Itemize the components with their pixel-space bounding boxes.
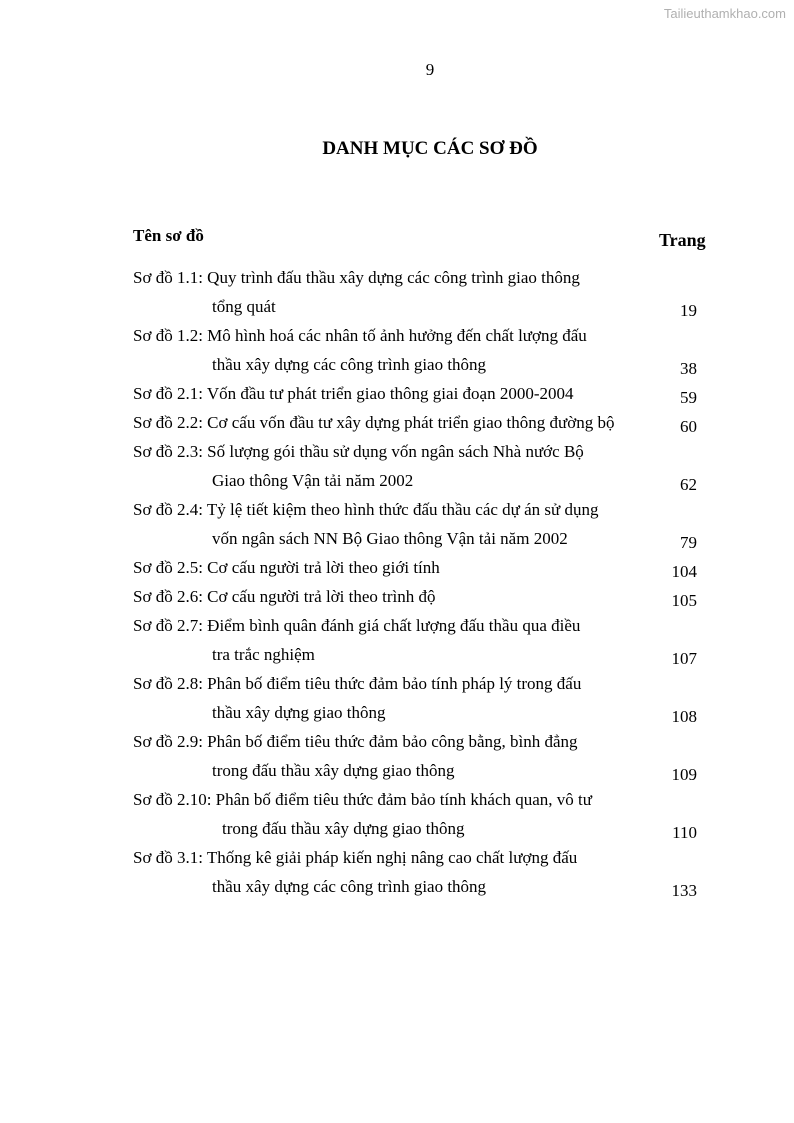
entry-title: Phân bố điểm tiêu thức đảm bảo tính pháp lý trong đấu xyxy=(207,674,582,693)
entry-line1 xyxy=(133,437,733,466)
entry-page: 105 xyxy=(671,591,697,610)
entry-label: Sơ đồ 2.9: xyxy=(133,732,203,751)
entry-title: Thống kê giải pháp kiến nghị nâng cao chất lượng đấu xyxy=(206,848,578,867)
entry-line1 xyxy=(133,263,733,292)
list-item xyxy=(133,321,733,379)
entry-label: Sơ đồ 2.5: xyxy=(133,558,203,577)
entry-label: Sơ đồ 2.7: xyxy=(133,616,203,635)
entry-label: Sơ đồ 2.3: xyxy=(133,442,203,461)
entry-label: Sơ đồ 1.1: xyxy=(133,268,203,287)
column-header-page: Trang xyxy=(659,230,706,250)
entry-page: 108 xyxy=(671,707,697,726)
entry-label: Sơ đồ 2.6: xyxy=(133,587,203,606)
list-item xyxy=(133,785,733,843)
entry-line1 xyxy=(133,582,733,611)
list-item xyxy=(133,727,733,785)
entry-line2: Giao thông Vận tải năm 2002 xyxy=(212,471,414,490)
list-item xyxy=(133,379,733,408)
entry-line1 xyxy=(133,785,733,814)
entry-title: Quy trình đấu thầu xây dựng các công trình giao thông xyxy=(207,268,580,287)
entry-page: 107 xyxy=(671,649,697,668)
entry-line2: thầu xây dựng các công trình giao thông xyxy=(212,355,487,374)
entry-page: 62 xyxy=(680,475,697,494)
entry-title: Tỷ lệ tiết kiệm theo hình thức đấu thầu các dự án sử dụng xyxy=(206,500,599,519)
entry-title: Số lượng gói thầu sử dụng vốn ngân sách Nhà nước Bộ xyxy=(207,442,584,461)
entry-title: Cơ cấu vốn đầu tư xây dựng phát triển giao thông đường bộ xyxy=(207,413,615,432)
entry-title: Mô hình hoá các nhân tố ảnh hưởng đến chất lượng đấu xyxy=(207,326,587,345)
column-header-name: Tên sơ đồ xyxy=(133,226,204,245)
entry-line1 xyxy=(133,611,733,640)
entry-page: 79 xyxy=(680,533,697,552)
entry-page: 109 xyxy=(671,765,697,784)
entry-label: Sơ đồ 3.1: xyxy=(133,848,203,867)
list-item xyxy=(133,843,733,901)
entry-title: Phân bố điểm tiêu thức đảm bảo tính khách quan, vô tư xyxy=(215,790,592,809)
entry-label: Sơ đồ 2.8: xyxy=(133,674,203,693)
entry-line1 xyxy=(133,408,733,437)
diagram-list xyxy=(133,263,733,901)
list-item xyxy=(133,669,733,727)
page-title: DANH MỤC CÁC SƠ ĐỒ xyxy=(322,138,538,159)
entry-title: Phân bố điểm tiêu thức đảm bảo công bằng, bình đẳng xyxy=(207,732,578,751)
entry-title: Vốn đầu tư phát triển giao thông giai đoạn 2000-2004 xyxy=(206,384,574,403)
entry-label: Sơ đồ 2.2: xyxy=(133,413,203,432)
page-number: 9 xyxy=(425,60,435,79)
watermark: Tailieuthamkhao.com xyxy=(663,6,786,21)
entry-page: 38 xyxy=(680,359,697,378)
list-item xyxy=(133,408,733,437)
list-item xyxy=(133,611,733,669)
entry-label: Sơ đồ 2.4: xyxy=(133,500,203,519)
entry-line1 xyxy=(133,553,733,582)
entry-line2: thầu xây dựng các công trình giao thông xyxy=(212,877,487,896)
list-item xyxy=(133,553,733,582)
entry-page: 19 xyxy=(680,301,697,320)
entry-line1 xyxy=(133,495,733,524)
entry-line1 xyxy=(133,727,733,756)
entry-title: Điểm bình quân đánh giá chất lượng đấu thầu qua điều xyxy=(207,616,581,635)
entry-line1 xyxy=(133,379,733,408)
entry-label: Sơ đồ 2.1: xyxy=(133,384,203,403)
list-item xyxy=(133,263,733,321)
entry-line1 xyxy=(133,843,733,872)
list-item xyxy=(133,437,733,495)
entry-title: Cơ cấu người trả lời theo trình độ xyxy=(207,587,436,606)
entry-line2: trong đấu thầu xây dựng giao thông xyxy=(212,761,455,780)
entry-line1 xyxy=(133,321,733,350)
list-item xyxy=(133,582,733,611)
entry-page: 110 xyxy=(672,823,697,842)
entry-line2: vốn ngân sách NN Bộ Giao thông Vận tải năm 2002 xyxy=(212,529,568,548)
list-item xyxy=(133,495,733,553)
entry-page: 104 xyxy=(671,562,697,581)
entry-label: Sơ đồ 1.2: xyxy=(133,326,203,345)
entry-label: Sơ đồ 2.10: xyxy=(133,790,212,809)
entry-line2: thầu xây dựng giao thông xyxy=(212,703,386,722)
entry-line2: tổng quát xyxy=(212,297,276,316)
entry-line1 xyxy=(133,669,733,698)
entry-page: 133 xyxy=(671,881,697,900)
entry-line2: trong đấu thầu xây dựng giao thông xyxy=(222,819,465,838)
entry-page: 60 xyxy=(680,417,697,436)
entry-line2: tra trắc nghiệm xyxy=(212,645,315,664)
entry-page: 59 xyxy=(680,388,697,407)
entry-title: Cơ cấu người trả lời theo giới tính xyxy=(207,558,440,577)
